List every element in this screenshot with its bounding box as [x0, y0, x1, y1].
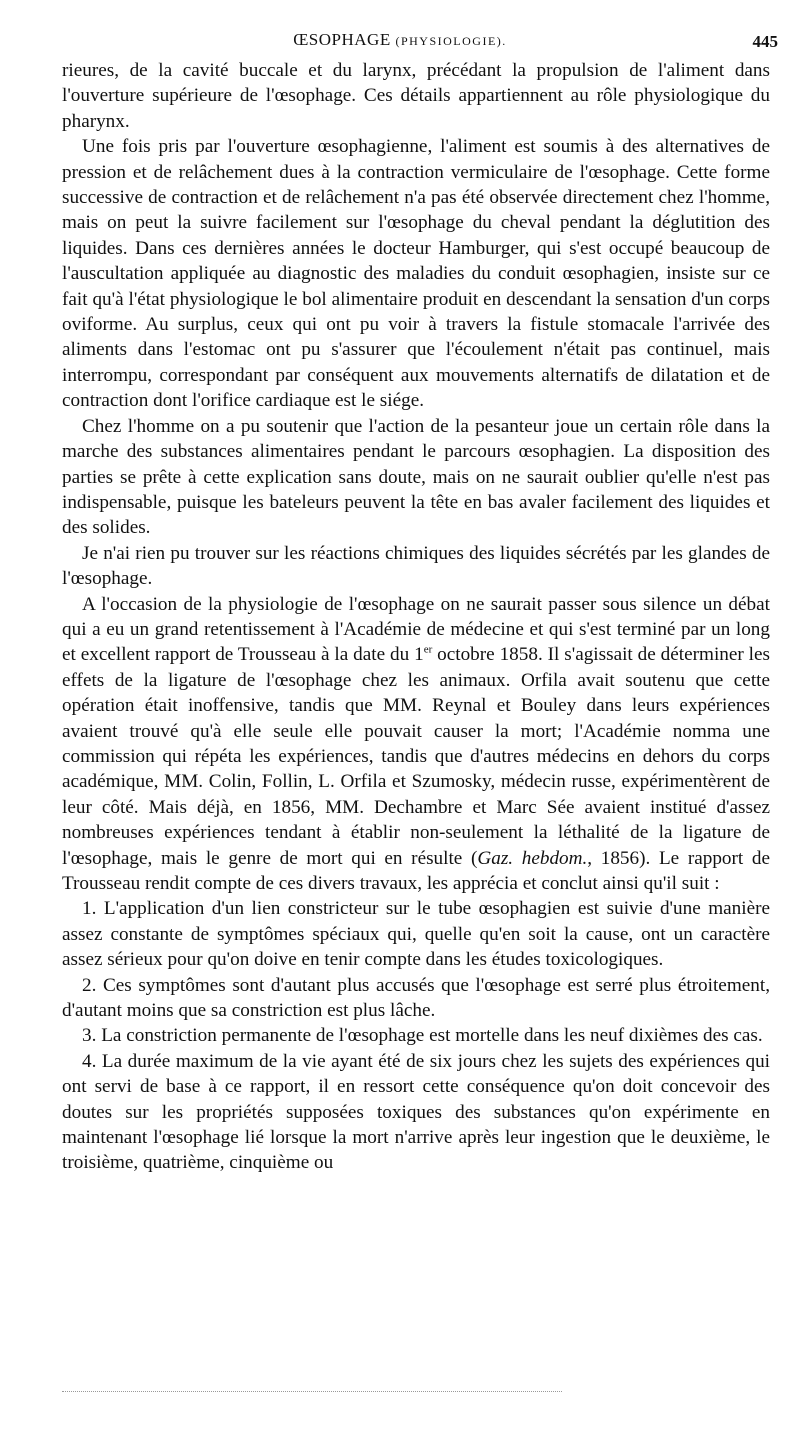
conclusion-item-3: 3. La constriction permanente de l'œsophage est mortelle dans les neuf dixièmes des cas. [82, 1025, 763, 1047]
conclusion-item-2: 2. Ces symptômes sont d'autant plus accusés que l'œsophage est serré plus étroitement, d'autant moins que sa constriction est plus lâche. [62, 974, 770, 1022]
body-text [62, 58, 770, 1176]
bottom-rule [62, 1391, 562, 1392]
superscript-er: er [423, 643, 433, 656]
running-head-title [0, 30, 800, 50]
journal-citation: Gaz. hebdom. [477, 847, 588, 869]
paragraph-academy-debate [62, 592, 770, 897]
conclusion-item-4: 4. La durée maximum de la vie ayant été de six jours chez les sujets des expériences qui ont servi de base à ce rapport, il en ressort cette conséquence qu'on doit concevoir des doutes sur les propriétés supposées toxiques des substances qu'on expérimente en maintenant l'œsophage lié lorsque la mort n'arrive après leur ingestion que le deuxième, le troisième, quatrième, cinquième ou [62, 1050, 770, 1174]
paragraph-chemistry: Je n'ai rien pu trouver sur les réactions chimiques des liquides sécrétés par les glandes de l'œsophage. [62, 542, 770, 590]
paragraph-peristalsis: Une fois pris par l'ouverture œsophagienne, l'aliment est soumis à des alternatives de pression et de relâchement dues à la contraction vermiculaire de l'œsophage. Cette forme successive de contraction et de relâchement n'a pas été observée directement chez l'homme, mais on peut la suivre facilement sur l'œsophage du cheval pendant la déglutition des liquides. Dans ces dernières années le docteur Hamburger, qui s'est occupé beaucoup de l'auscultation appliquée au diagnostic des maladies du conduit œsophagien, insiste sur ce fait qu'à l'état physiologique le bol alimentaire produit en descendant la sensation d'un corps oviforme. Au surplus, ceux qui ont pu voir à travers la fistule stomacale l'arrivée des aliments dans l'estomac ont pu s'assurer que l'écoulement n'était pas continuel, mais interrompu, correspondant par conséquent aux mouvements alternatifs de dilatation et de contraction dont l'orifice cardiaque est le siége. [62, 136, 770, 412]
academy-text-middle: octobre 1858. Il s'agissait de déterminer les effets de la ligature de l'œsophage chez les animaux. Orfila avait soutenu que cette opération était inoffensive, tandis que MM. Reynal et Bouley dans leurs expériences avaient trouvé qu'à elle seule elle pouvait causer la mort; l'Académie nomma une commission qui répéta les expériences, tandis que d'autres médecins en dehors du corps académique, MM. Colin, Follin, L. Orfila et Szumosky, médecin russe, expérimentèrent de leur côté. Mais déjà, en 1856, MM. Dechambre et Marc Sée avaient institué d'assez nombreuses expériences tendant à établir non-seulement la léthalité de la ligature de l'œsophage, mais le genre de mort qui en résulte ( [62, 644, 770, 869]
running-head [0, 30, 800, 56]
academy-text-end: , 1856). Le rapport de Trousseau rendit compte de ces divers travaux, les apprécia et conclut ainsi qu'il suit : [62, 847, 771, 894]
running-head-main: ŒSOPHAGE [293, 30, 391, 49]
academy-text-start: A l'occasion de la physiologie de l'œsophage on ne saurait passer sous silence un débat qui a eu un grand retentissement à l'Académie de médecine et qui s'est terminé par un long et excellent rapport de Trousseau à la date du 1 [62, 593, 770, 666]
page-number: 445 [752, 32, 778, 51]
paragraph-gravity: Chez l'homme on a pu soutenir que l'action de la pesanteur joue un certain rôle dans la marche des substances alimentaires pendant le parcours œsophagien. La disposition des parties se prête à cette explication sans doute, mais on ne saurait oublier qu'elle n'est pas indispensable, puisque les bateleurs peuvent la tête en bas avaler facilement des liquides et des solides. [62, 415, 770, 539]
paragraph-continuation: rieures, de la cavité buccale et du larynx, précédant la propulsion de l'aliment dans l'ouverture supérieure de l'œsophage. Ces détails appartiennent au rôle physiologique du pharynx. [62, 60, 770, 132]
conclusion-item-1: 1. L'application d'un lien constricteur sur le tube œsophagien est suivie d'une manière assez constante de symptômes spéciaux qui, quelle qu'en soit la cause, ont un caractère assez sérieux pour qu'on doive en tenir compte dans les études toxicologiques. [62, 898, 770, 971]
running-head-subtitle: (PHYSIOLOGIE). [395, 34, 507, 48]
